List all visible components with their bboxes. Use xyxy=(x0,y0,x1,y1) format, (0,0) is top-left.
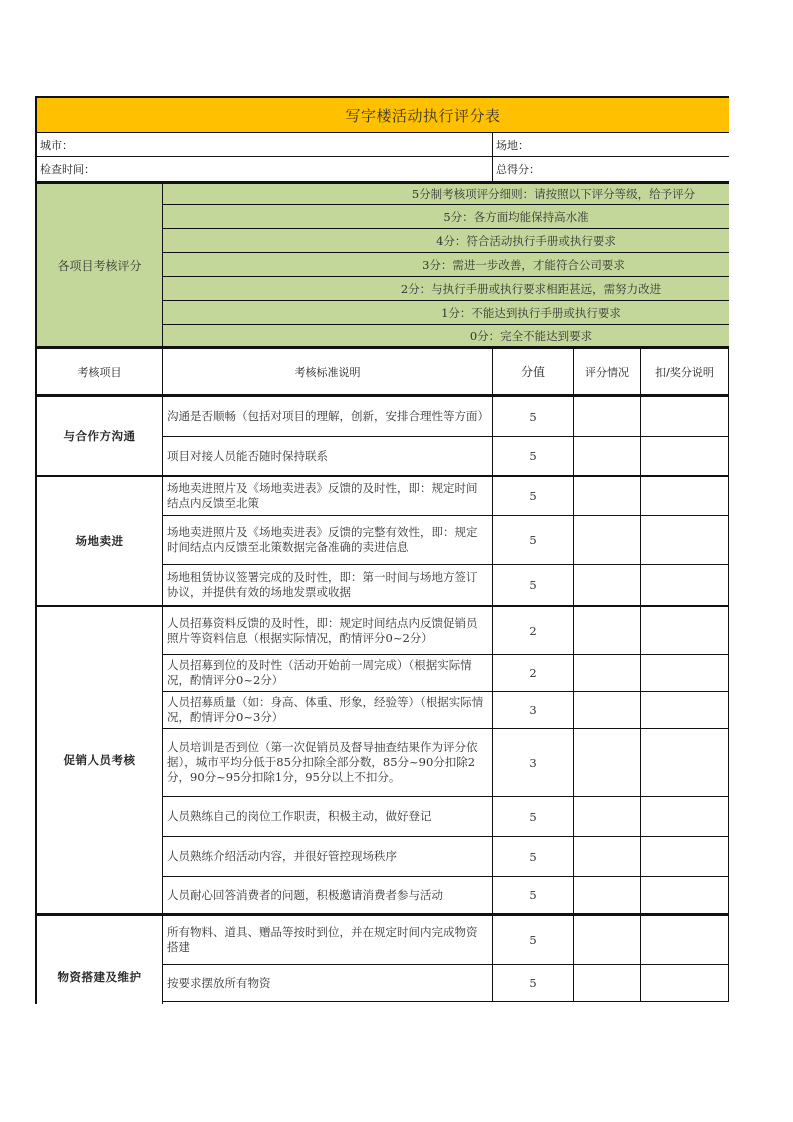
criteria-cell xyxy=(163,729,493,797)
value-cell xyxy=(493,477,574,516)
grading-rule-text: 4分：符合活动执行手册或执行要求 xyxy=(436,233,616,248)
score-input-cell[interactable] xyxy=(574,437,641,477)
grading-rule xyxy=(163,205,729,229)
category-label: 场地卖进 xyxy=(75,534,124,548)
value-cell-text: 2 xyxy=(529,666,537,680)
value-cell xyxy=(493,729,574,797)
grading-rule xyxy=(163,184,729,205)
criteria-cell-text: 场地卖进照片及《场地卖进表》反馈的完整有效性，即：规定时间结点内反馈至北策数据完备准确的卖进信息 xyxy=(167,525,478,554)
value-cell-text: 2 xyxy=(529,623,537,638)
score-input-cell[interactable] xyxy=(574,565,641,607)
remark-input-cell[interactable] xyxy=(641,437,729,477)
criteria-cell xyxy=(163,965,493,1002)
value-cell xyxy=(493,692,574,729)
grading-rule-text: 2分：与执行手册或执行要求相距甚远，需努力改进 xyxy=(400,281,662,296)
criteria-cell xyxy=(163,797,493,837)
remark-input-cell[interactable] xyxy=(641,607,729,655)
category-cell xyxy=(35,607,163,916)
value-cell-text: 5 xyxy=(529,578,537,592)
criteria-cell xyxy=(163,916,493,965)
criteria-cell-text: 人员招募到位的及时性（活动开始前一周完成）（根据实际情况，酌情评分0~2分） xyxy=(167,658,472,687)
score-input-cell[interactable] xyxy=(574,965,641,1002)
criteria-cell xyxy=(163,877,493,916)
value-cell xyxy=(493,916,574,965)
remark-input-cell[interactable] xyxy=(641,655,729,692)
criteria-cell-text: 场地卖进照片及《场地卖进表》反馈的及时性，即：规定时间结点内反馈至北策 xyxy=(167,481,478,510)
score-input-cell[interactable] xyxy=(574,397,641,437)
grading-rule-text: 1分：不能达到执行手册或执行要求 xyxy=(441,305,621,320)
header-criteria-text: 考核标准说明 xyxy=(294,365,361,379)
value-cell xyxy=(493,837,574,877)
grading-rule-text: 5分制考核项评分细则：请按照以下评分等级，给予评分 xyxy=(411,187,696,201)
criteria-cell-text: 人员招募质量（如：身高、体重、形象，经验等）（根据实际情况，酌情评分0~3分） xyxy=(167,695,484,724)
category-label: 物资搭建及维护 xyxy=(57,970,142,984)
value-cell xyxy=(493,397,574,437)
value-cell-text: 3 xyxy=(529,703,537,717)
value-cell-text: 5 xyxy=(529,888,537,902)
header-value-text: 分值 xyxy=(520,365,545,379)
header-remark-text: 扣/奖分说明 xyxy=(655,365,714,379)
criteria-cell-text: 人员招募资料反馈的及时性，即：规定时间结点内反馈促销员照片等资料信息（根据实际情况，酌情评分0~2分） xyxy=(167,615,478,645)
header-value xyxy=(493,349,574,397)
sheet-title: 写字楼活动执行评分表 xyxy=(345,106,501,125)
score-input-cell[interactable] xyxy=(574,877,641,916)
value-cell-text: 5 xyxy=(529,489,537,503)
value-cell-text: 5 xyxy=(529,849,537,864)
grading-rule xyxy=(163,229,729,253)
value-cell-text: 5 xyxy=(529,409,537,424)
value-cell-text: 5 xyxy=(529,449,537,463)
criteria-cell-text: 人员熟练自己的岗位工作职责，积极主动，做好登记 xyxy=(167,809,432,823)
grading-rule-text: 3分：需进一步改善，才能符合公司要求 xyxy=(422,257,625,272)
grading-rule xyxy=(163,253,729,277)
header-score xyxy=(574,349,641,397)
value-cell xyxy=(493,516,574,565)
criteria-cell xyxy=(163,397,493,437)
criteria-cell xyxy=(163,437,493,477)
score-input-cell[interactable] xyxy=(574,516,641,565)
score-input-cell[interactable] xyxy=(574,729,641,797)
value-cell xyxy=(493,797,574,837)
grading-rule xyxy=(163,325,729,349)
criteria-cell-text: 项目对接人员能否随时保持联系 xyxy=(167,448,328,463)
criteria-cell-text: 所有物料、道具、赠品等按时到位，并在规定时间内完成物资搭建 xyxy=(167,925,478,954)
check-time-label: 检查时间： xyxy=(40,163,95,176)
grading-rule xyxy=(163,301,729,325)
remark-input-cell[interactable] xyxy=(641,477,729,516)
value-cell-text: 5 xyxy=(529,976,537,990)
grading-label: 各项目考核评分 xyxy=(57,258,142,273)
criteria-cell xyxy=(163,607,493,655)
category-cell xyxy=(35,477,163,607)
criteria-cell-text: 按要求摆放所有物资 xyxy=(167,975,271,990)
remark-input-cell[interactable] xyxy=(641,965,729,1002)
grading-rule xyxy=(163,277,729,301)
remark-input-cell[interactable] xyxy=(641,837,729,877)
criteria-cell xyxy=(163,565,493,607)
value-cell xyxy=(493,607,574,655)
grading-rule-text: 5分：各方面均能保持高水准 xyxy=(443,209,589,224)
header-item xyxy=(35,349,163,397)
criteria-cell xyxy=(163,516,493,565)
total-score-field[interactable] xyxy=(493,157,729,181)
criteria-cell xyxy=(163,477,493,516)
score-input-cell[interactable] xyxy=(574,477,641,516)
remark-input-cell[interactable] xyxy=(641,397,729,437)
grading-rule-text: 0分：完全不能达到要求 xyxy=(469,328,593,343)
remark-input-cell[interactable] xyxy=(641,797,729,837)
score-input-cell[interactable] xyxy=(574,837,641,877)
criteria-cell xyxy=(163,692,493,729)
value-cell-text: 5 xyxy=(529,809,537,824)
remark-input-cell[interactable] xyxy=(641,877,729,916)
value-cell xyxy=(493,565,574,607)
criteria-cell-text: 人员熟练介绍活动内容，并很好管控现场秩序 xyxy=(167,849,397,863)
check-time-field[interactable] xyxy=(35,157,493,181)
criteria-cell-text: 人员培训是否到位（第一次促销员及督导抽查结果作为评分依据），城市平均分低于85分扣除全部分数，85分~90分扣除2分，90分~95分扣除1分，95分以上不扣分。 xyxy=(167,740,478,784)
category-label: 促销人员考核 xyxy=(63,753,136,767)
header-score-text: 评分情况 xyxy=(585,365,629,379)
value-cell xyxy=(493,655,574,692)
criteria-cell-text: 场地租赁协议签署完成的及时性，即：第一时间与场地方签订协议，并提供有效的场地发票或收据 xyxy=(167,570,478,599)
total-score-label: 总得分： xyxy=(496,163,540,176)
header-criteria xyxy=(163,349,493,397)
category-cell xyxy=(35,397,163,477)
category-cell xyxy=(35,916,163,1004)
score-input-cell[interactable] xyxy=(574,797,641,837)
remark-input-cell[interactable] xyxy=(641,729,729,797)
value-cell-text: 5 xyxy=(529,533,537,547)
score-input-cell[interactable] xyxy=(574,692,641,729)
city-field[interactable] xyxy=(35,133,493,157)
criteria-cell-text: 沟通是否顺畅（包括对项目的理解，创新，安排合理性等方面） xyxy=(167,409,489,423)
category-label: 与合作方沟通 xyxy=(63,429,136,443)
remark-input-cell[interactable] xyxy=(641,916,729,965)
value-cell-text: 5 xyxy=(529,933,537,947)
sheet-title-bar xyxy=(35,96,729,133)
value-cell xyxy=(493,437,574,477)
header-item-text: 考核项目 xyxy=(77,365,122,379)
value-cell-text: 3 xyxy=(529,755,537,770)
city-label: 城市： xyxy=(40,138,73,152)
criteria-cell xyxy=(163,655,493,692)
value-cell xyxy=(493,877,574,916)
score-input-cell[interactable] xyxy=(574,916,641,965)
criteria-cell-text: 人员耐心回答消费者的问题，积极邀请消费者参与活动 xyxy=(167,887,443,902)
remark-input-cell[interactable] xyxy=(641,565,729,607)
remark-input-cell[interactable] xyxy=(641,692,729,729)
score-input-cell[interactable] xyxy=(574,655,641,692)
remark-input-cell[interactable] xyxy=(641,516,729,565)
header-remark xyxy=(641,349,729,397)
score-input-cell[interactable] xyxy=(574,607,641,655)
value-cell xyxy=(493,965,574,1002)
criteria-cell xyxy=(163,837,493,877)
grading-label-cell xyxy=(35,181,163,349)
venue-field[interactable] xyxy=(493,133,729,157)
venue-label: 场地： xyxy=(496,138,529,152)
